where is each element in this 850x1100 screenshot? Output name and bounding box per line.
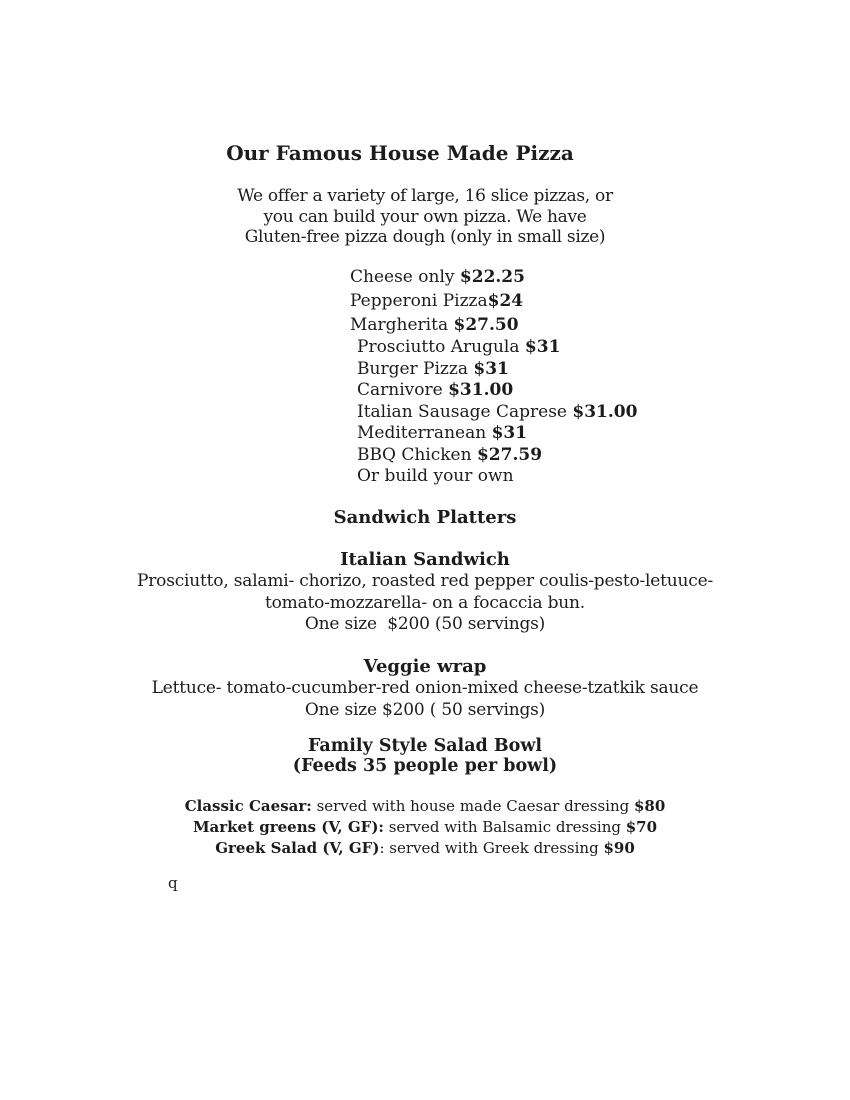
pizza-intro <box>0 186 850 248</box>
italian-sandwich-price-line: One size $200 (50 servings) <box>304 614 546 635</box>
salad-item <box>0 817 850 838</box>
pizza-item <box>357 337 637 359</box>
pizza-list <box>350 265 637 488</box>
pizza-item <box>350 313 637 337</box>
salad-item-price: $90 <box>603 839 635 857</box>
pizza-item-price: $31 <box>491 423 528 443</box>
salad-list <box>0 796 850 859</box>
pizza-item <box>357 380 637 402</box>
pizza-item-price: $31.00 <box>572 401 638 422</box>
stray-character: q <box>168 874 178 892</box>
pizza-item <box>357 466 637 488</box>
intro-line: you can build your own pizza. We have <box>263 206 587 227</box>
salad-item-description: : served with Greek dressing <box>379 839 604 857</box>
pizza-item <box>357 402 637 424</box>
pizza-item <box>357 445 637 467</box>
intro-line: Gluten-free pizza dough (only in small size) <box>244 227 606 247</box>
pizza-item <box>357 359 637 381</box>
sandwich-platters-title: Sandwich Platters <box>333 507 517 528</box>
pizza-item-name: Italian Sausage Caprese <box>357 401 573 422</box>
pizza-item-price: $27.59 <box>476 444 543 465</box>
pizza-item <box>357 423 637 445</box>
pizza-item <box>350 265 637 289</box>
pizza-item-price: $24 <box>487 291 524 311</box>
salad-item <box>0 796 850 817</box>
family-salad-title <box>0 737 850 776</box>
pizza-item-name: Cheese only <box>350 267 460 287</box>
salad-item-price: $70 <box>625 818 658 836</box>
italian-sandwich-description-line: tomato-mozzarella- on a focaccia bun. <box>265 592 585 613</box>
italian-sandwich-description-line: Prosciutto, salami- chorizo, roasted red pepper coulis-pesto-letuuce- <box>137 571 713 591</box>
pizza-item-price: $27.50 <box>453 315 519 335</box>
pizza-item-price: $22.25 <box>459 267 525 287</box>
family-salad-title-line1: Family Style Salad Bowl <box>307 736 543 756</box>
intro-line: We offer a variety of large, 16 slice pizzas, or <box>237 186 613 206</box>
salad-item-name: Classic Caesar: <box>184 797 312 815</box>
pizza-item-price: $31 <box>473 358 509 379</box>
salad-item-description: served with Balsamic dressing <box>383 818 626 836</box>
pizza-item-name: Mediterranean <box>357 423 492 443</box>
pizza-item-name: BBQ Chicken <box>357 444 477 465</box>
veggie-wrap-description-line: Lettuce- tomato-cucumber-red onion-mixed cheese-tzatkik sauce <box>151 678 699 698</box>
pizza-item-price: $31.00 <box>448 380 514 400</box>
pizza-item-name: Prosciutto Arugula <box>357 337 525 357</box>
salad-item-description: served with house made Caesar dressing <box>311 797 634 815</box>
pizza-section-title: Our Famous House Made Pizza <box>226 141 574 165</box>
italian-sandwich-title: Italian Sandwich <box>340 549 510 570</box>
veggie-wrap-block <box>0 655 850 721</box>
salad-item-name: Greek Salad (V, GF) <box>215 839 380 857</box>
salad-item-price: $80 <box>633 797 666 815</box>
pizza-item-name: Margherita <box>350 315 454 335</box>
veggie-wrap-title: Veggie wrap <box>363 656 487 677</box>
pizza-item-name: Pepperoni Pizza <box>350 291 488 311</box>
pizza-item-name: Carnivore <box>357 380 449 400</box>
family-salad-title-line2: (Feeds 35 people per bowl) <box>292 755 558 776</box>
pizza-item-name: Or build your own <box>357 466 514 486</box>
salad-item <box>0 838 850 859</box>
pizza-item-name: Burger Pizza <box>357 358 474 379</box>
italian-sandwich-block <box>0 548 850 636</box>
pizza-item-price: $31 <box>524 337 561 357</box>
salad-item-name: Market greens (V, GF): <box>192 818 384 836</box>
pizza-item <box>350 289 637 313</box>
veggie-wrap-price-line: One size $200 ( 50 servings) <box>304 699 546 720</box>
